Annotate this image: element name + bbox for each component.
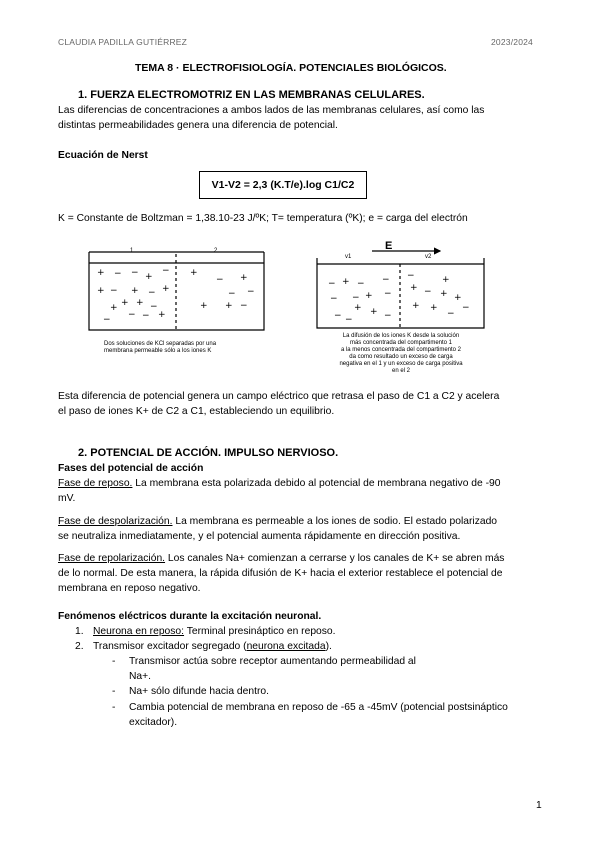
svg-text:+: + bbox=[97, 268, 105, 278]
svg-text:−: − bbox=[424, 287, 432, 297]
svg-text:−: − bbox=[131, 268, 139, 278]
svg-text:−: − bbox=[384, 311, 392, 321]
fig-right-caption-line1: La difusión de los iones K desde la solución bbox=[342, 333, 460, 339]
fig-left-label-2: 2 bbox=[214, 248, 218, 254]
svg-text:−: − bbox=[330, 294, 338, 304]
svg-text:−: − bbox=[462, 303, 470, 313]
list-item-2-text-b: ). bbox=[325, 641, 332, 652]
svg-text:+: + bbox=[365, 291, 373, 301]
svg-text:+: + bbox=[190, 268, 198, 278]
bullet-1-line2: Na+. bbox=[129, 671, 152, 682]
repol-phase-line2: de lo normal. De esta manera, la rápida difusión de K+ hacia el exterior restablece el potencial de bbox=[58, 568, 503, 579]
svg-text:−: − bbox=[148, 288, 156, 298]
bullet-3-line1: Cambia potencial de membrana en reposo de -65 a -45mV (potencial postsináptico bbox=[129, 702, 508, 713]
list-item-1-text: Terminal presináptico en reposo. bbox=[184, 626, 336, 637]
depol-phase-line1 bbox=[58, 514, 497, 530]
section1-intro-line1: Las diferencias de concentraciones a ambos lados de las membranas celulares, así como las bbox=[58, 105, 485, 116]
depol-phase-line2: se neutraliza inmediatamente, y el potencial aumenta rápidamente en dirección positiva. bbox=[58, 531, 461, 542]
svg-text:−: − bbox=[357, 279, 365, 289]
bullet-1-line1: Transmisor actúa sobre receptor aumentando permeabilidad al bbox=[129, 656, 416, 667]
svg-text:+: + bbox=[410, 283, 418, 293]
rest-phase-term: Fase de reposo. bbox=[58, 478, 133, 489]
repol-phase-text: Los canales Na+ comienzan a cerrarse y los canales de K+ se abren más bbox=[165, 553, 505, 564]
phases-label: Fases del potencial de acción bbox=[58, 463, 204, 474]
svg-text:−: − bbox=[447, 309, 455, 319]
section1-outro-line2: el paso de iones K+ de C2 a C1, estableciendo un equilibrio. bbox=[58, 406, 335, 417]
bullet-2: Na+ sólo difunde hacia dentro. bbox=[129, 686, 269, 697]
svg-text:+: + bbox=[200, 301, 208, 311]
svg-text:−: − bbox=[384, 289, 392, 299]
fig-right-caption-line3: a la menos concentrada del compartimento 2 bbox=[340, 347, 462, 353]
phenomena-label: Fenómenos eléctricos durante la excitación neuronal. bbox=[58, 611, 322, 622]
page-title: TEMA 8 · ELECTROFISIOLOGÍA. POTENCIALES BIOLÓGICOS. bbox=[135, 62, 447, 74]
section1-intro-line2: distintas permeabilidades genera una diferencia de potencial. bbox=[58, 120, 338, 131]
svg-text:+: + bbox=[136, 298, 144, 308]
fig-right-caption-line5: negativa en el 1 y un exceso de carga positiva bbox=[339, 361, 463, 367]
nernst-equation: V1-V2 = 2,3 (K.T/e).log C1/C2 bbox=[199, 171, 367, 199]
section1-heading: 1. FUERZA ELECTROMOTRIZ EN LAS MEMBRANAS CELULARES. bbox=[78, 89, 425, 101]
svg-text:−: − bbox=[228, 289, 236, 299]
svg-text:+: + bbox=[440, 289, 448, 299]
fig-right-label-v1: v1 bbox=[345, 254, 352, 260]
svg-text:+: + bbox=[430, 303, 438, 313]
bullet-2-dash: - bbox=[112, 686, 116, 697]
fig-left-caption-line2: membrana permeable sólo a los iones K bbox=[104, 348, 212, 354]
rest-phase-text: La membrana esta polarizada debido al potencial de membrana negativo de -90 bbox=[132, 478, 501, 489]
list-item-1-number: 1. bbox=[75, 626, 84, 637]
svg-text:+: + bbox=[240, 273, 248, 283]
svg-text:−: − bbox=[240, 301, 248, 311]
list-item-2-term: neurona excitada bbox=[246, 641, 326, 652]
svg-text:−: − bbox=[328, 279, 336, 289]
fig-left-label-1: 1 bbox=[130, 248, 134, 254]
fig-right-label-E: E bbox=[385, 240, 393, 252]
svg-text:−: − bbox=[216, 275, 224, 285]
svg-text:−: − bbox=[114, 269, 122, 279]
repol-phase-line3: membrana en reposo negativo. bbox=[58, 583, 201, 594]
svg-text:−: − bbox=[334, 311, 342, 321]
constants-text: K = Constante de Boltzman = 1,38.10-23 J/ºK; T= temperatura (ºK); e = carga del electrón bbox=[58, 213, 468, 224]
svg-text:+: + bbox=[354, 303, 362, 313]
svg-text:−: − bbox=[407, 271, 415, 281]
svg-text:−: − bbox=[382, 275, 390, 285]
bullet-3-line2: excitador). bbox=[129, 717, 178, 728]
svg-text:+: + bbox=[442, 275, 450, 285]
svg-text:+: + bbox=[121, 298, 129, 308]
bullet-3-dash: - bbox=[112, 702, 116, 713]
rest-phase-line2: mV. bbox=[58, 493, 76, 504]
svg-text:−: − bbox=[142, 311, 150, 321]
list-item-1-term: Neurona en reposo: bbox=[93, 626, 185, 637]
repol-phase-term: Fase de repolarización. bbox=[58, 553, 166, 564]
svg-text:+: + bbox=[158, 310, 166, 320]
depol-phase-term: Fase de despolarización. bbox=[58, 516, 173, 527]
header-author: CLAUDIA PADILLA GUTIÉRREZ bbox=[58, 37, 188, 47]
fig-right-label-v2: v2 bbox=[425, 254, 432, 260]
svg-text:−: − bbox=[352, 293, 360, 303]
repol-phase-line1 bbox=[58, 551, 504, 567]
rest-phase-line1 bbox=[58, 476, 501, 492]
bullet-1-dash: - bbox=[112, 656, 116, 667]
svg-text:+: + bbox=[225, 301, 233, 311]
fig-left-caption-line1: Dos soluciones de KCl separadas por una bbox=[104, 341, 217, 347]
depol-phase-text: La membrana es permeable a los iones de sodio. El estado polarizado bbox=[172, 516, 498, 527]
svg-text:+: + bbox=[110, 303, 118, 313]
svg-text:+: + bbox=[454, 293, 462, 303]
section1-outro-line1: Esta diferencia de potencial genera un campo eléctrico que retrasa el paso de C1 a C2 y acelera bbox=[58, 391, 500, 402]
fig-right-caption-line6: en el 2 bbox=[391, 368, 410, 374]
svg-text:+: + bbox=[162, 284, 170, 294]
page-number: 1 bbox=[536, 800, 542, 811]
svg-text:−: − bbox=[162, 266, 170, 276]
svg-text:−: − bbox=[345, 315, 353, 325]
list-item-2-text-a: Transmisor excitador segregado ( bbox=[93, 641, 247, 652]
figure-right-diagram bbox=[312, 238, 494, 334]
svg-text:+: + bbox=[412, 301, 420, 311]
svg-text:−: − bbox=[103, 315, 111, 325]
svg-text:+: + bbox=[370, 307, 378, 317]
list-item-2-number: 2. bbox=[75, 641, 84, 652]
header-year: 2023/2024 bbox=[491, 37, 533, 47]
nernst-label: Ecuación de Nerst bbox=[58, 150, 148, 161]
list-item-2 bbox=[93, 639, 332, 655]
svg-text:−: − bbox=[128, 310, 136, 320]
section2-heading: 2. POTENCIAL DE ACCIÓN. IMPULSO NERVIOSO. bbox=[78, 447, 339, 459]
svg-text:−: − bbox=[150, 302, 158, 312]
svg-text:+: + bbox=[342, 277, 350, 287]
svg-text:−: − bbox=[247, 287, 255, 297]
fig-right-caption-line4: da como resultado un exceso de carga bbox=[349, 354, 453, 360]
list-item-1 bbox=[93, 624, 336, 640]
svg-text:+: + bbox=[131, 286, 139, 296]
svg-text:+: + bbox=[97, 286, 105, 296]
fig-right-caption-line2: más concentrada del compartimento 1 bbox=[349, 340, 453, 346]
svg-text:+: + bbox=[145, 272, 153, 282]
svg-text:−: − bbox=[110, 286, 118, 296]
